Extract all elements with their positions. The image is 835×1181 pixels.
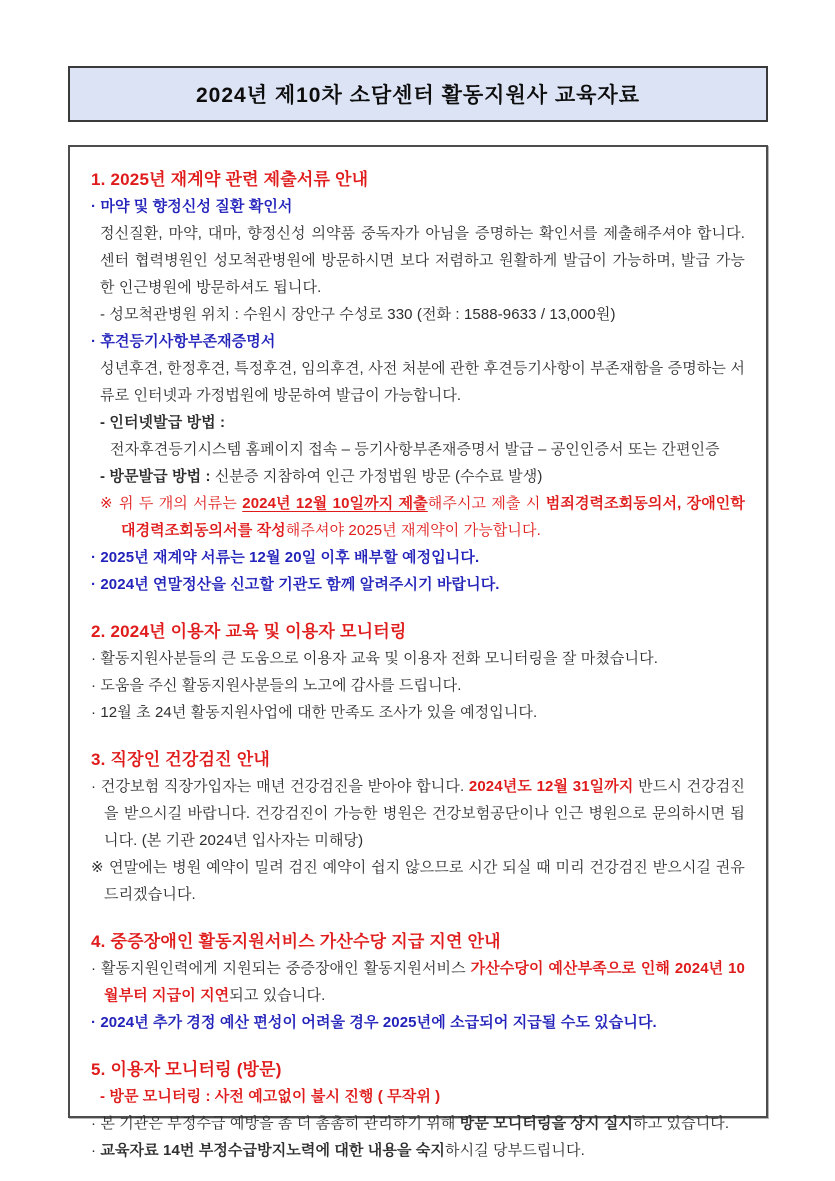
text-line (91, 220, 745, 301)
text-span: 신분증 지참하여 인근 가정법원 방문 (수수료 발생) (214, 468, 543, 485)
text-line (91, 436, 745, 463)
section (91, 618, 745, 726)
text-span: · 2024년 연말정산을 신고할 기관도 함께 알려주시기 바랍니다. (91, 576, 500, 593)
section (91, 1056, 745, 1164)
section-heading: 4. 중증장애인 활동지원서비스 가산수당 지급 지연 안내 (91, 932, 501, 951)
text-line (91, 571, 745, 598)
text-span: 2024년도 12월 31일까지 (468, 778, 634, 795)
text-line (91, 955, 745, 1009)
text-span: - 인터넷발급 방법 : (100, 414, 226, 431)
text-span: · 본 기관은 부정수급 예방을 좀 더 촘촘히 관리하기 위해 (91, 1115, 460, 1132)
text-line (91, 355, 745, 409)
section (91, 746, 745, 908)
section-heading: 5. 이용자 모니터링 (방문) (91, 1060, 282, 1079)
text-span: · 활동지원인력에게 지원되는 중증장애인 활동지원서비스 (91, 960, 471, 977)
text-line (91, 1110, 745, 1137)
text-line (91, 854, 745, 908)
text-span: - 방문 모니터링 : 사전 예고없이 불시 진행 ( 무작위 ) (100, 1088, 441, 1105)
document-content-box (68, 145, 768, 1159)
section-heading: 3. 직장인 건강검진 안내 (91, 750, 270, 769)
text-span: ※ 위 두 개의 서류는 (100, 495, 243, 512)
text-span: · 활동지원사분들의 큰 도움으로 이용자 교육 및 이용자 전화 모니터링을 잘 마쳤습니다. (91, 650, 658, 667)
text-line (91, 1009, 745, 1036)
text-line (91, 672, 745, 699)
text-line (91, 645, 745, 672)
text-span: · 도움을 주신 활동지원사분들의 노고에 감사를 드립니다. (91, 677, 462, 694)
text-span: - 방문발급 방법 : (100, 468, 215, 485)
text-span: 교육자료 14번 부정수급방지노력에 대한 내용을 숙지 (100, 1142, 445, 1159)
text-line (91, 544, 745, 571)
text-line (91, 773, 745, 854)
text-span: 되고 있습니다. (229, 987, 326, 1004)
text-span: ※ 연말에는 병원 예약이 밀려 검진 예약이 쉽지 않으므로 시간 되실 때 미리 건강검진 받으시길 권유 드리겠습니다. (91, 859, 745, 903)
text-line (91, 328, 745, 355)
text-line (91, 1083, 745, 1110)
text-span: 해주시고 제출 시 (427, 495, 546, 512)
text-line (91, 409, 745, 436)
text-span: 정신질환, 마약, 대마, 향정신성 의약품 중독자가 아님을 증명하는 확인서를 제출해주셔야 합니다. 센터 협력병원인 성모척관병원에 방문하시면 보다 저렴하고 원활하게 발급이 가능하며, 발급 가능한 인근병원에 방문하셔도 됩니다. (100, 225, 745, 296)
text-line (91, 193, 745, 220)
section (91, 166, 745, 598)
text-span: 성년후견, 한정후견, 특정후견, 임의후견, 사전 처분에 관한 후견등기사항이 부존재함을 증명하는 서류로 인터넷과 가정법원에 방문하여 발급이 가능합니다. (100, 360, 745, 404)
text-span: - 성모척관병원 위치 : 수원시 장안구 수성로 330 (전화 : 1588-9633 / 13,000원) (100, 306, 616, 323)
text-span: 방문 모니터링을 상시 실시 (459, 1115, 634, 1132)
text-span: · 후견등기사항부존재증명서 (91, 333, 276, 350)
text-span: 해주셔야 2025년 재계약이 가능합니다. (285, 522, 541, 539)
document-title: 2024년 제10차 소담센터 활동지원사 교육자료 (196, 84, 640, 107)
text-line (91, 1137, 745, 1164)
section-heading: 1. 2025년 재계약 관련 제출서류 안내 (91, 170, 369, 189)
text-span: 하시길 당부드립니다. (445, 1142, 585, 1159)
document-title-box (68, 66, 768, 122)
text-line (91, 301, 745, 328)
text-span: 하고 있습니다. (633, 1115, 730, 1132)
text-span: 전자후견등기시스템 홈페이지 접속 – 등기사항부존재증명서 발급 – 공인인증서 또는 간편인증 (110, 441, 720, 458)
text-span: 2024년 12월 10일까지 제출 (242, 495, 428, 512)
text-span: · (91, 1142, 101, 1159)
text-line (91, 463, 745, 490)
section-heading: 2. 2024년 이용자 교육 및 이용자 모니터링 (91, 622, 407, 641)
text-line (91, 490, 745, 544)
text-span: · 2024년 추가 경정 예산 편성이 어려울 경우 2025년에 소급되어 지급될 수도 있습니다. (91, 1014, 657, 1031)
text-span: 반드시 건강검진을 받으시길 바랍니다. 건강검진이 가능한 병원은 건강보험공단이나 인근 병원으로 문의하시면 됩니다. (본 기관 2024년 입사자는 미해당) (104, 778, 745, 849)
text-span: 가산수당이 예산부족으로 인해 2024년 10월부터 지급이 지연 (104, 960, 745, 1004)
text-span: · 마약 및 향정신성 질환 확인서 (91, 198, 293, 215)
text-line (91, 699, 745, 726)
text-span: 범죄경력조회동의서, 장애인학대경력조회동의서를 작성 (121, 495, 745, 539)
text-span: · 12월 초 24년 활동지원사업에 대한 만족도 조사가 있을 예정입니다. (91, 704, 538, 721)
section (91, 928, 745, 1036)
text-span: · 건강보험 직장가입자는 매년 건강검진을 받아야 합니다. (91, 778, 469, 795)
text-span: · 2025년 재계약 서류는 12월 20일 이후 배부할 예정입니다. (91, 549, 480, 566)
